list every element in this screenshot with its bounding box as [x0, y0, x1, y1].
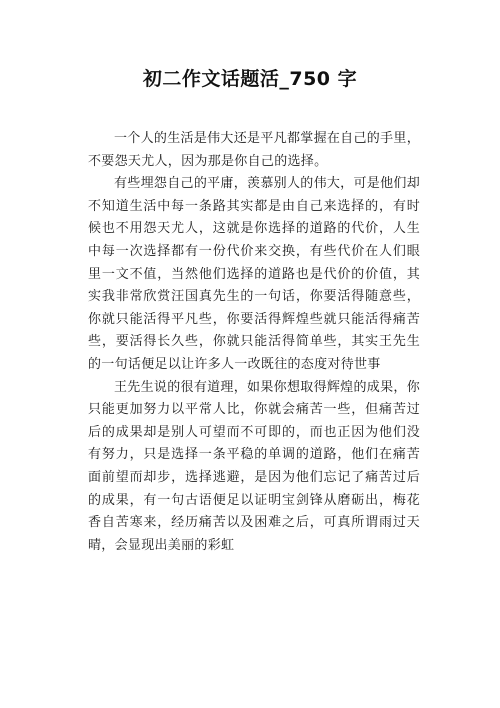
document-title: 初二作文话题活_750 字 [142, 68, 358, 90]
document-body [88, 128, 420, 557]
paragraph-2: 有些埋怨自己的平庸，羡慕别人的伟大，可是他们却不知道生活中每一条路其实都是由自己来选择的，有时候也不用怨天尤人，这就是你选择的道路的代价，人生中每一次选择都有一份代价来交换，有些代价在人们眼里一文不值，当然他们选择的道路也是代价的价值，其实我非常欣赏汪国真先生的一句话，你要活得随意些，你就只能活得平凡些，你要活得辉煌些就只能活得痛苦些，要活得长久些，你就只能活得简单些，其实王先生的一句话便足以让许多人一改既往的态度对待世事 [88, 176, 420, 372]
paragraph-1: 一个人的生活是伟大还是平凡都掌握在自己的手里，不要怨天尤人，因为那是你自己的选择。 [88, 131, 420, 169]
paragraph-3: 王先生说的很有道理，如果你想取得辉煌的成果，你只能更加努力以平常人比，你就会痛苦一些，但痛苦过后的成果却是别人可望而不可即的，而也正因为他们没有努力，只是选择一条平稳的单调的道路，他们在痛苦面前望而却步，选择逃避，是因为他们忘记了痛苦过后的成果，有一句古语便足以证明宝剑锋从磨砺出，梅花香自苦寒来，经历痛苦以及困难之后，可真所谓雨过天晴，会显现出美丽的彩虹 [88, 379, 420, 553]
